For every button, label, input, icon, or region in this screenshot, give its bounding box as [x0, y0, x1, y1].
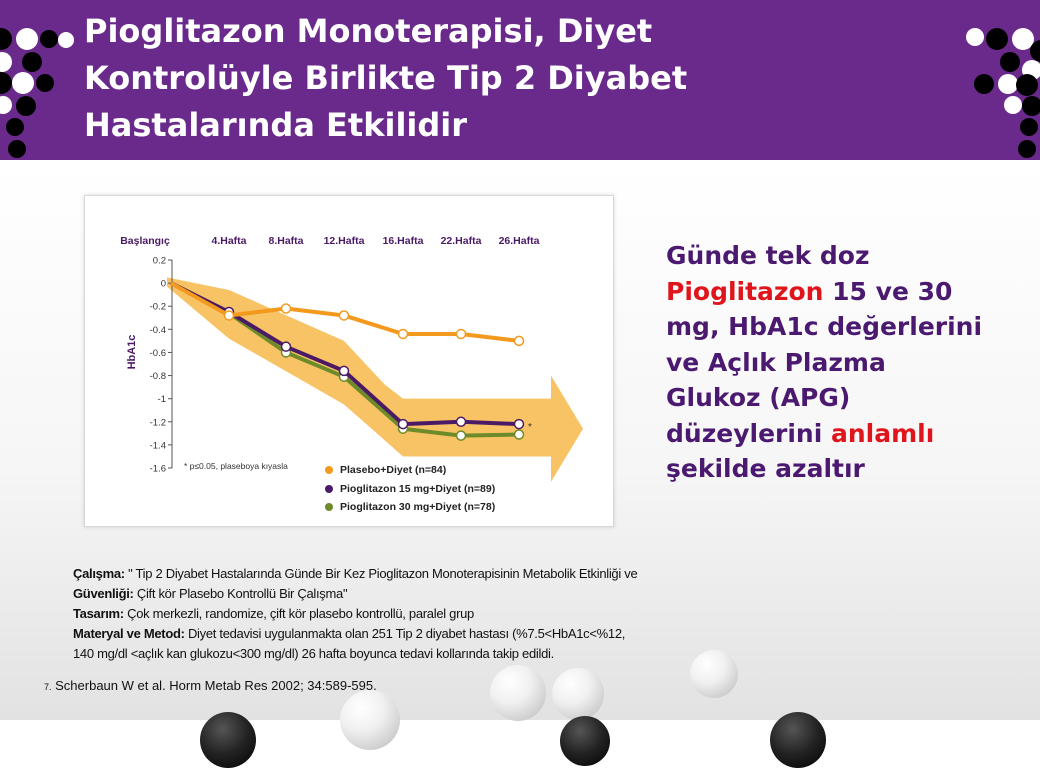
y-tick-label: -1 — [157, 394, 166, 406]
study-details — [73, 564, 853, 664]
data-point — [340, 366, 349, 375]
chart-footnote: * p≤0.05, plaseboya kıyasla — [184, 461, 288, 471]
data-point — [515, 336, 524, 345]
dot-pattern-left — [0, 0, 84, 160]
reference-text: Scherbaun W et al. Horm Metab Res 2002; 34:589-595. — [51, 678, 377, 693]
safety-label: Güvenliği: — [73, 586, 134, 601]
legend-marker-pio15 — [325, 485, 333, 493]
decor-ball-dark — [560, 716, 610, 766]
legend — [325, 464, 495, 513]
reference — [44, 678, 377, 693]
design-text: Çok merkezli, randomize, çift kör plasebo kontrollü, paralel grup — [123, 606, 474, 621]
claim-drug-name: Pioglitazon — [666, 276, 824, 306]
x-category-label: 4.Hafta — [211, 235, 247, 247]
y-tick-label: -0.4 — [149, 324, 166, 336]
method-text-2: 140 mg/dl <açlık kan glukozu<300 mg/dl) 26 hafta boyunca tedavi kollarında takip edildi. — [73, 646, 554, 661]
y-axis — [150, 256, 172, 475]
data-point — [457, 431, 466, 440]
data-point — [515, 430, 524, 439]
decor-ball-dark — [200, 712, 256, 768]
data-point — [515, 420, 524, 429]
y-tick-label: -0.8 — [149, 371, 166, 383]
design-label: Tasarım: — [73, 606, 124, 621]
method-label: Materyal ve Metod: — [73, 626, 185, 641]
legend-marker-pio30 — [325, 503, 333, 511]
legend-label-placebo: Plasebo+Diyet (n=84) — [340, 464, 447, 476]
title-line-2: Kontrolüyle Birlikte Tip 2 Diyabet — [84, 59, 688, 97]
x-category-label: 16.Hafta — [382, 235, 424, 247]
significance-marker: * — [528, 422, 532, 433]
decor-ball — [552, 668, 604, 720]
x-category-label: 22.Hafta — [440, 235, 482, 247]
data-point — [457, 417, 466, 426]
data-point — [225, 311, 234, 320]
y-axis-label: HbA1c — [126, 334, 138, 370]
study-text: " Tip 2 Diyabet Hastalarında Günde Bir Kez Pioglitazon Monoterapisinin Metabolik Etkinliği ve — [124, 566, 638, 581]
legend-label-pio15: Pioglitazon 15 mg+Diyet (n=89) — [340, 483, 496, 495]
y-tick-label: 0 — [160, 278, 166, 290]
claim-part-1: Günde tek doz — [666, 241, 870, 270]
data-point — [399, 420, 408, 429]
reference-number: 7. — [44, 682, 52, 692]
y-tick-label: 0.2 — [152, 255, 166, 267]
hba1c-chart — [85, 196, 613, 526]
claim-text — [666, 238, 986, 487]
decor-ball — [490, 665, 546, 721]
safety-text: Çift kör Plasebo Kontrollü Bir Çalışma" — [133, 586, 348, 601]
data-point — [282, 304, 291, 313]
y-tick-label: -1.6 — [149, 463, 166, 475]
data-point — [340, 311, 349, 320]
slide-title — [84, 8, 804, 149]
dot-pattern-right — [956, 0, 1040, 160]
method-text: Diyet tedavisi uygulanmakta olan 251 Tip 2 diyabet hastası (%7.5<HbA1c<%12, — [184, 626, 626, 641]
decor-ball-dark — [770, 712, 826, 768]
data-point — [282, 342, 291, 351]
title-line-3: Hastalarında Etkilidir — [84, 106, 468, 144]
legend-marker-placebo — [325, 466, 333, 474]
x-category-label: Başlangıç — [120, 235, 170, 247]
data-point — [457, 329, 466, 338]
y-tick-label: -1.2 — [149, 417, 166, 429]
y-tick-label: -1.4 — [149, 440, 166, 452]
x-category-label: 8.Hafta — [268, 235, 304, 247]
claim-part-5: şekilde azaltır — [666, 454, 865, 483]
y-tick-label: -0.2 — [149, 301, 166, 313]
x-category-label: 12.Hafta — [323, 235, 365, 247]
x-category-label: 26.Hafta — [498, 235, 540, 247]
y-tick-label: -0.6 — [149, 347, 166, 359]
study-label: Çalışma: — [73, 566, 125, 581]
data-point — [399, 329, 408, 338]
x-category-labels — [120, 235, 539, 247]
legend-label-pio30: Pioglitazon 30 mg+Diyet (n=78) — [340, 501, 496, 513]
claim-significant: anlamlı — [831, 418, 935, 448]
claim-part-3: 15 ve 30 mg, HbA1c değerlerini ve Açlık Plazma Glukoz (APG) düzeylerini — [666, 276, 983, 448]
chart-card — [84, 195, 614, 527]
decor-ball — [340, 690, 400, 750]
title-line-1: Pioglitazon Monoterapisi, Diyet — [84, 12, 653, 50]
title-banner — [0, 0, 1040, 160]
